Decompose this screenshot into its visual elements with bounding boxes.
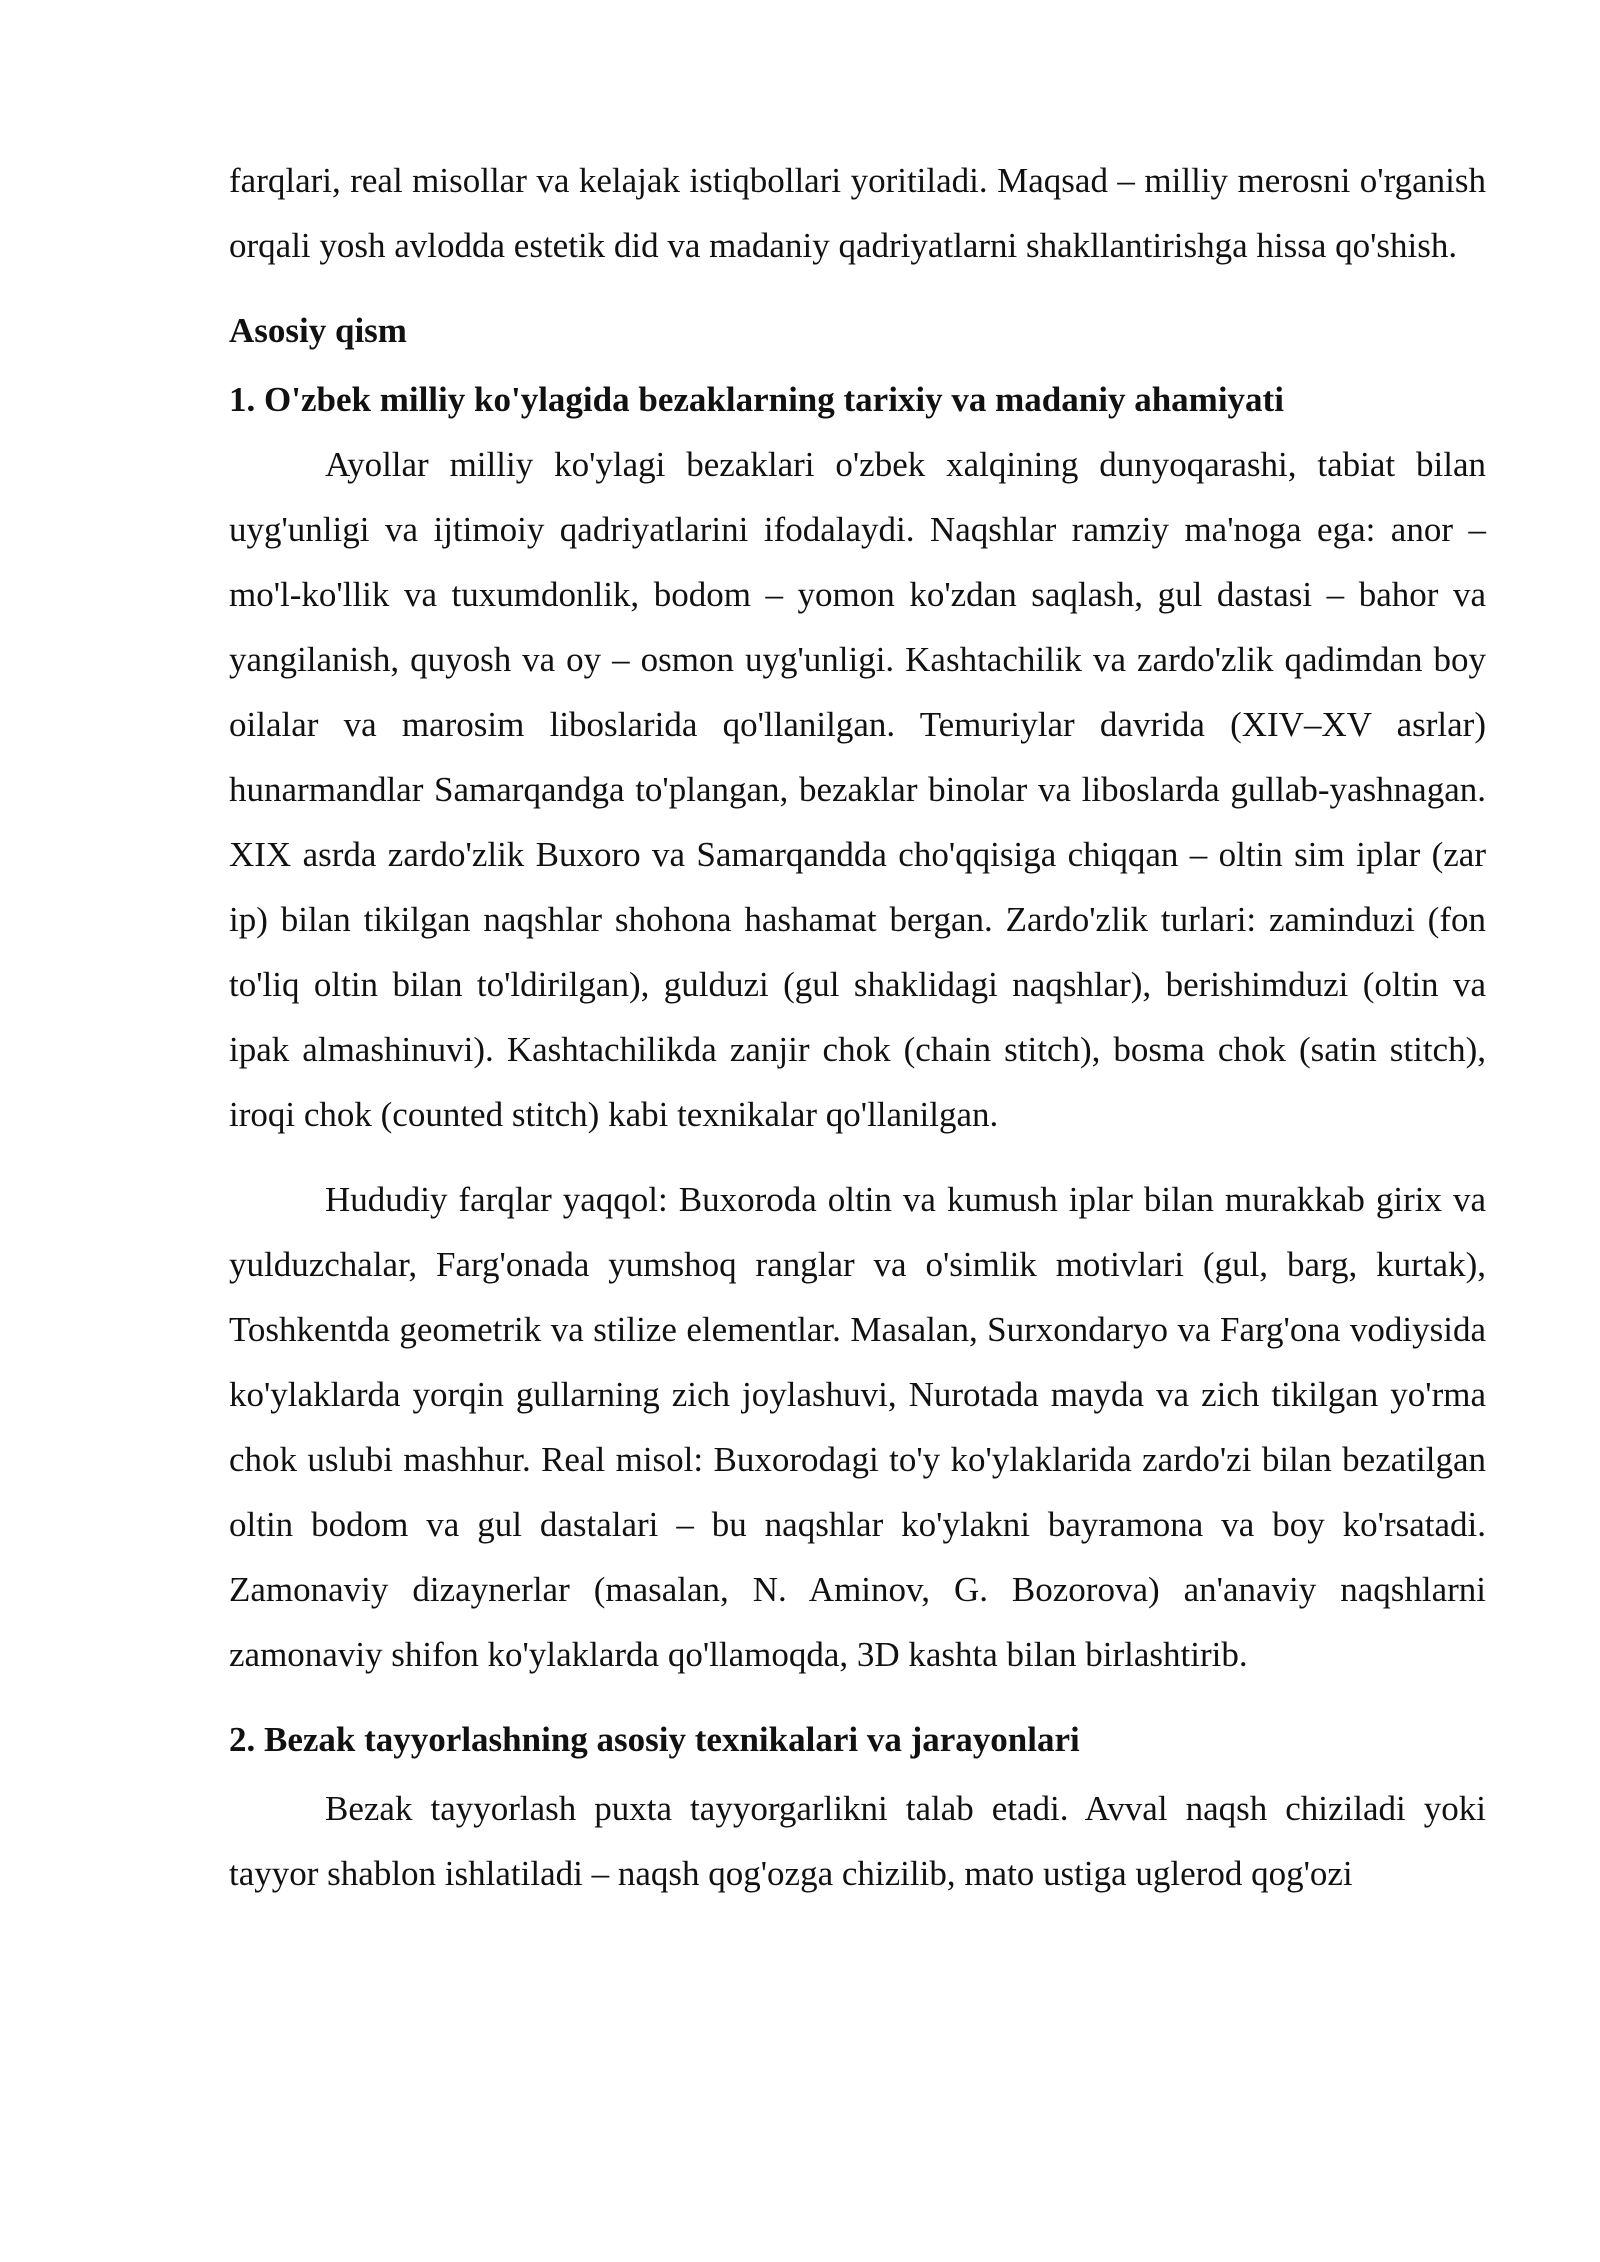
heading-1: 1. O'zbek milliy ko'ylagida bezaklarning tarixiy va madaniy ahamiyati [229, 380, 1284, 419]
paragraph-regional: Hududiy farqlar yaqqol: Buxoroda oltin va kumush iplar bilan murakkab girix va yulduzchalar, Farg'onada yumshoq ranglar va o'simlik motivlari (gul, barg, kurtak), Toshkentda geometrik va stilize elementlar. Masalan, Surxondaryo va Farg'ona vodiysida ko'ylaklarda yorqin gullarning zich joylashuvi, Nurotada mayda va zich tikilgan yo'rma chok uslubi mashhur. Real misol: Buxorodagi to'y ko'ylaklarida zardo'zi bilan bezatilgan oltin bodom va gul dastalari – bu naqshlar ko'ylakni bayramona va boy ko'rsatadi. Zamonaviy dizaynerlar (masalan, N. Aminov, G. Bozorova) an'anaviy naqshlarni zamonaviy shifon ko'ylaklarda qo'llamoqda, 3D kashta bilan birlashtirib. [229, 1180, 1486, 1674]
paragraph-intro-continuation: farqlari, real misollar va kelajak istiqbollari yoritiladi. Maqsad – milliy merosni o'rganish orqali yosh avlodda estetik did va madaniy qadriyatlarni shakllantirishga hissa qo'shish. [229, 161, 1486, 265]
heading-2: 2. Bezak tayyorlashning asosiy texnikalari va jarayonlari [229, 1720, 1080, 1759]
document-body [229, 148, 1486, 1906]
paragraph-techniques: Bezak tayyorlash puxta tayyorgarlikni talab etadi. Avval naqsh chiziladi yoki tayyor shablon ishlatiladi – naqsh qog'ozga chizilib, mato ustiga uglerod qog'ozi [229, 1789, 1486, 1893]
paragraph-history: Ayollar milliy ko'ylagi bezaklari o'zbek xalqining dunyoqarashi, tabiat bilan uyg'unligi va ijtimoiy qadriyatlarini ifodalaydi. Naqshlar ramziy ma'noga ega: anor – mo'l-ko'llik va tuxumdonlik, bodom – yomon ko'zdan saqlash, gul dastasi – bahor va yangilanish, quyosh va oy – osmon uyg'unligi. Kashtachilik va zardo'zlik qadimdan boy oilalar va marosim liboslarida qo'llanilgan. Temuriylar davrida (XIV–XV asrlar) hunarmandlar Samarqandga to'plangan, bezaklar binolar va liboslarda gullab-yashnagan. XIX asrda zardo'zlik Buxoro va Samarqandda cho'qqisiga chiqqan – oltin sim iplar (zar ip) bilan tikilgan naqshlar shohona hashamat bergan. Zardo'zlik turlari: zaminduzi (fon to'liq oltin bilan to'ldirilgan), gulduzi (gul shaklidagi naqshlar), berishimduzi (oltin va ipak almashinuvi). Kashtachilikda zanjir chok (chain stitch), bosma chok (satin stitch), iroqi chok (counted stitch) kabi texnikalar qo'llanilgan. [229, 445, 1486, 1134]
section-title: Asosiy qism [229, 311, 407, 350]
